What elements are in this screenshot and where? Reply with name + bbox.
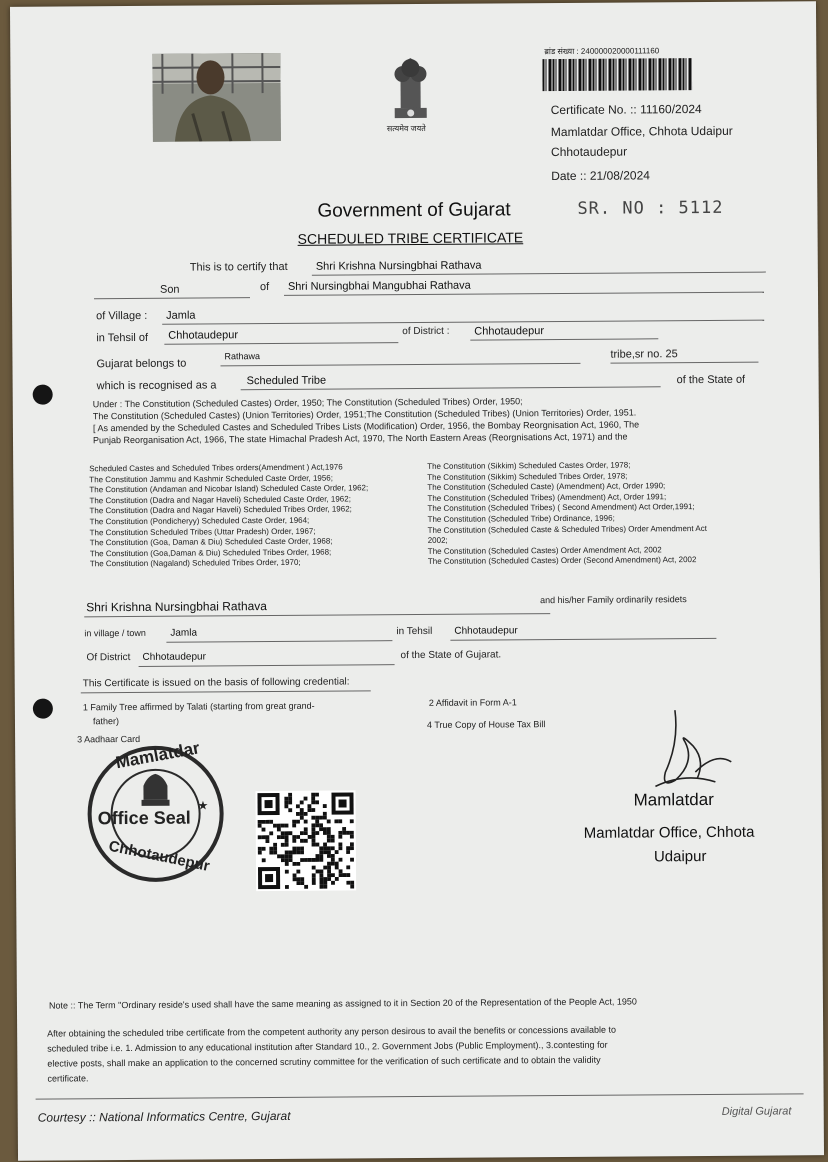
recognised-label: which is recognised as a <box>96 379 217 393</box>
order-item: The Constitution (Andaman and Nicobar Island) Scheduled Caste Order, 1962; <box>89 483 369 495</box>
relation: Son <box>159 283 180 296</box>
barcode <box>542 58 692 91</box>
credential-2: 2 Affidavit in Form A-1 <box>428 697 517 708</box>
order-item: The Constitution (Goa, Daman & Diu) Scheduled Caste Order, 1968; <box>89 536 333 548</box>
footer-rule <box>36 1093 804 1099</box>
orders-right <box>427 460 707 568</box>
underline <box>81 690 371 693</box>
tehsil-label-2: in Tehsil <box>396 625 433 638</box>
order-item: The Constitution (Pondicheryy) Scheduled Caste Order, 1964; <box>89 515 310 527</box>
order-item: The Constitution Scheduled Tribes (Uttar Pradesh) Order, 1967; <box>89 526 316 537</box>
certify-label: This is to certify that <box>189 260 288 274</box>
holder-name-2: Shri Krishna Nursingbhai Rathava <box>86 599 267 615</box>
underline <box>450 638 716 641</box>
note-text: Note :: The Term "Ordinary reside's used shall have the same meaning as assigned to it in Section 20 of the Representation of the People Act, 1950 <box>48 996 637 1011</box>
credentials-intro: This Certificate is issued on the basis of following credential: <box>82 676 350 690</box>
after-paragraph <box>47 1021 787 1086</box>
holder-name: Shri Krishna Nursingbhai Rathava <box>315 259 482 273</box>
holder-photo <box>152 53 281 142</box>
order-item: The Constitution (Goa,Daman & Diu) Scheduled Tribes Order, 1968; <box>89 547 332 559</box>
of-label: of <box>259 281 270 294</box>
stamp-top-text: Mamlatdar <box>114 738 202 773</box>
order-item: The Constitution (Scheduled Tribe) Ordinance, 1996; <box>427 513 615 524</box>
village-value: Jamla <box>166 309 196 322</box>
credential-1: 1 Family Tree affirmed by Talati (starting from great grand- <box>82 700 315 713</box>
district-value: Chhotaudepur <box>474 325 545 338</box>
order-item: The Constitution (Scheduled Caste & Scheduled Tribes) Order Amendment Act <box>427 523 707 535</box>
emblem-caption: सत्यमेव जयते <box>386 123 426 134</box>
tehsil-label: in Tehsil of <box>96 331 149 345</box>
certificate-title: SCHEDULED TRIBE CERTIFICATE <box>297 229 524 247</box>
government-heading: Government of Gujarat <box>317 199 511 222</box>
district-label-2: Of District <box>86 652 131 664</box>
tribe-name: Rathawa <box>224 351 260 362</box>
digital-gujarat: Digital Gujarat <box>721 1105 792 1118</box>
order-item: The Constitution (Scheduled Tribes) (Amendment) Act, Order 1991; <box>427 492 667 503</box>
order-item: The Constitution (Dadra and Nagar Haveli) Scheduled Tribes Order, 1962; <box>89 504 352 516</box>
district-label: of District : <box>402 325 450 338</box>
belongs-label: Gujarat belongs to <box>96 357 187 371</box>
office-line-1: Mamlatdar Office, Chhota Udaipur <box>550 123 733 140</box>
tehsil-value: Chhotaudepur <box>168 329 239 342</box>
village-value-2: Jamla <box>170 627 198 639</box>
punch-hole <box>33 385 53 405</box>
village-town-label: in village / town <box>84 627 146 639</box>
issue-date: Date :: 21/08/2024 <box>551 168 650 184</box>
state-gujarat: of the State of Gujarat. <box>400 649 502 662</box>
certificate-paper <box>10 1 824 1161</box>
underline <box>220 363 580 367</box>
signature <box>635 702 746 803</box>
order-item: The Constitution (Sikkim) Scheduled Tribes Order, 1978; <box>427 471 628 482</box>
credential-4: 4 True Copy of House Tax Bill <box>426 719 546 730</box>
after-line: elective posts, shall make an application to the concerned scrutiny committee for the verification of such certificate and to obtain the validity <box>47 1054 601 1069</box>
signatory-office-2: Udaipur <box>653 847 707 866</box>
underline <box>94 297 250 299</box>
credential-1-cont: father) <box>92 716 120 727</box>
order-item: The Constitution (Sikkim) Scheduled Castes Order, 1978; <box>427 460 631 471</box>
after-line: scheduled tribe i.e. 1. Admission to any educational institution after Standard 10., 2. Government Jobs (Public Employment)., 3.contesting for <box>47 1039 608 1054</box>
father-name: Shri Nursingbhai Mangubhai Rathava <box>287 279 471 293</box>
under-line: The Constitution (Scheduled Castes) (Union Territories) Order, 1951;The Constitution (Scheduled Tribes) (Union Territories) Order, 1951. <box>92 407 637 422</box>
district-value-2: Chhotaudepur <box>142 651 206 663</box>
order-item: The Constitution Jammu and Kashmir Scheduled Caste Order, 1956; <box>89 473 333 484</box>
order-item: 2002; <box>427 535 448 546</box>
orders-left <box>89 462 369 570</box>
under-paragraph <box>93 394 639 446</box>
barcode-number: ब्रांड संख्या : 240000020000111160 <box>544 46 660 57</box>
underline <box>610 362 758 364</box>
underline <box>164 342 398 345</box>
credential-3: 3 Aadhaar Card <box>77 733 141 745</box>
under-line: [ As amended by the Scheduled Castes and Scheduled Tribes Lists (Modification) Order, 1956, the Bombay Reorgnisation Act, 1960, The <box>92 419 640 434</box>
stamp-bottom-text: Chhotaudepur <box>107 837 212 875</box>
order-item: The Constitution (Scheduled Caste) (Amendment) Act, Order 1990; <box>427 481 666 493</box>
order-item: The Constitution (Scheduled Castes) Order Amendment Act, 2002 <box>427 545 662 556</box>
stamp-middle-text: Office Seal <box>97 807 191 829</box>
state-label: of the State of <box>676 373 746 387</box>
signatory-office-1: Mamlatdar Office, Chhota <box>583 823 755 842</box>
order-item: The Constitution (Dadra and Nagar Haveli) Scheduled Caste Order, 1962; <box>89 494 351 506</box>
order-item: The Constitution (Nagaland) Scheduled Tribes Order, 1970; <box>89 558 301 569</box>
under-line: Punjab Reorganisation Act, 1966, The state Himachal Pradesh Act, 1970, The North Eastern Areas (Reorgnisations Act, 1971) and the <box>92 431 628 446</box>
village-label: of Village : <box>96 309 148 323</box>
svg-text:★: ★ <box>197 798 209 813</box>
underline <box>139 664 395 667</box>
order-item: The Constitution (Scheduled Tribes) ( Second Amendment) Act Order,1991; <box>427 502 695 514</box>
order-item: The Constitution (Scheduled Castes) Order (Second Amendment) Act, 2002 <box>427 555 697 567</box>
underline <box>166 640 392 643</box>
courtesy: Courtesy :: National Informatics Centre, Gujarat <box>37 1108 291 1125</box>
tehsil-value-2: Chhotaudepur <box>454 625 518 637</box>
punch-hole <box>33 699 53 719</box>
handwritten-serial: SR. NO : 5112 <box>577 197 724 219</box>
under-line: Under : The Constitution (Scheduled Castes) Order, 1950; The Constitution (Scheduled Tribes) Order, 1950; <box>92 396 523 410</box>
tribe-sr-no: tribe,sr no. 25 <box>610 348 678 361</box>
underline <box>470 338 658 340</box>
family-residents: and his/her Family ordinarily residets <box>540 594 687 606</box>
after-line: After obtaining the scheduled tribe certificate from the competent authority any person desirous to avail the benefits or concessions available to <box>47 1024 616 1039</box>
signatory-title: Mamlatdar <box>633 789 714 810</box>
underline <box>241 386 661 390</box>
underline <box>162 320 764 325</box>
office-line-2: Chhotaudepur <box>550 144 628 160</box>
recognised-as: Scheduled Tribe <box>246 374 327 388</box>
order-item: Scheduled Castes and Scheduled Tribes orders(Amendment ) Act,1976 <box>89 462 343 474</box>
qr-code <box>255 790 356 891</box>
certificate-number: Certificate No. :: 11160/2024 <box>550 102 702 118</box>
after-line: certificate. <box>47 1073 89 1084</box>
